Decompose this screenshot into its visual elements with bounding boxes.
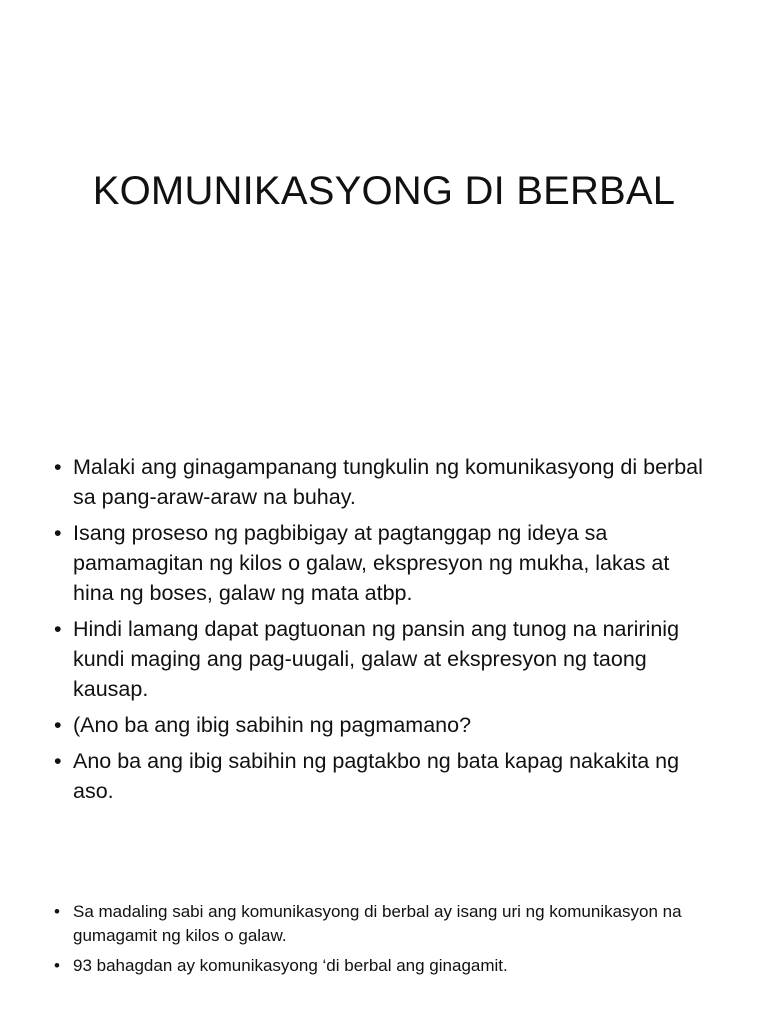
bullet-text: Ano ba ang ibig sabihin ng pagtakbo ng bata kapag nakakita ng aso. bbox=[73, 749, 680, 803]
bullet-dot: • bbox=[54, 617, 62, 641]
bullet-text: Malaki ang ginagampanang tungkulin ng komunikasyong di berbal sa pang-araw-araw na buhay. bbox=[73, 455, 703, 509]
footnote-bullet-item bbox=[54, 954, 714, 978]
bullet-dot: • bbox=[54, 455, 62, 479]
bullet-item bbox=[54, 614, 714, 704]
bullet-dot: • bbox=[54, 956, 60, 975]
bullet-dot: • bbox=[54, 902, 60, 921]
bullet-dot: • bbox=[54, 521, 62, 545]
slide-title: KOMUNIKASYONG DI BERBAL bbox=[92, 169, 676, 213]
bullet-item bbox=[54, 452, 714, 512]
bullet-text: Hindi lamang dapat pagtuonan ng pansin ang tunog na naririnig kundi maging ang pag-uugali, galaw at ekspresyon ng taong kausap. bbox=[73, 617, 680, 701]
bullet-item bbox=[54, 518, 714, 608]
bullet-dot: • bbox=[54, 713, 62, 737]
footnote-bullet-list bbox=[54, 900, 714, 984]
bullet-item bbox=[54, 710, 714, 740]
bullet-dot: • bbox=[54, 749, 62, 773]
bullet-text: Isang proseso ng pagbibigay at pagtanggap ng ideya sa pamamagitan ng kilos o galaw, ekspresyon ng mukha, lakas at hina ng boses, galaw ng mata atbp. bbox=[73, 521, 670, 605]
footnote-bullet-text: 93 bahagdan ay komunikasyong ‘di berbal ang ginagamit. bbox=[73, 956, 508, 975]
footnote-bullet-item bbox=[54, 900, 714, 948]
main-bullet-list bbox=[54, 452, 714, 812]
footnote-bullet-text: Sa madaling sabi ang komunikasyong di berbal ay isang uri ng komunikasyon na gumagamit ng kilos o galaw. bbox=[73, 902, 682, 945]
bullet-text: (Ano ba ang ibig sabihin ng pagmamano? bbox=[73, 713, 472, 737]
bullet-item bbox=[54, 746, 714, 806]
